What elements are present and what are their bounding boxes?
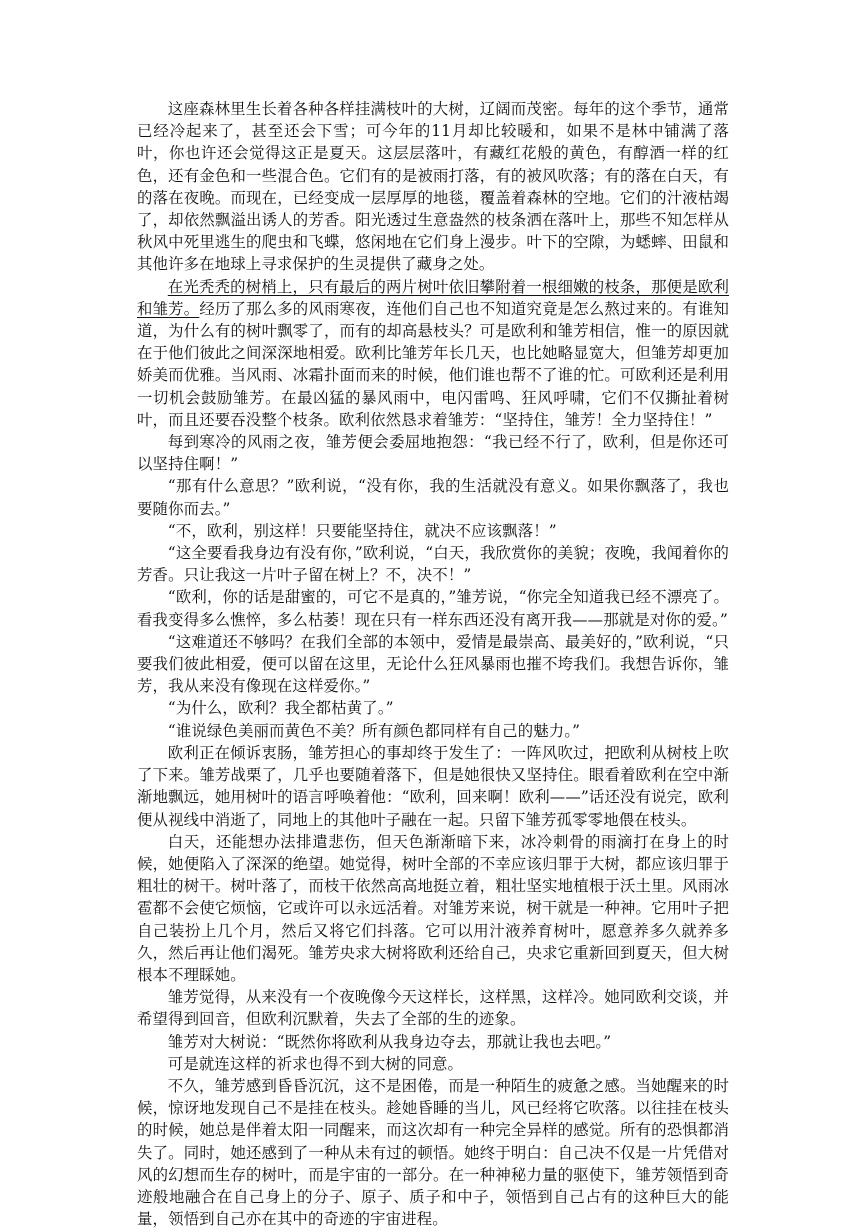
paragraph-narrative: 可是就连这样的祈求也得不到大树的同意。 xyxy=(167,1054,464,1073)
paragraph-two-leaves xyxy=(137,276,729,431)
paragraph-dialogue: “这难道还不够吗？在我们全部的本领中，爱情是最崇高、最美好的，”欧利说，“只要我们彼此相爱，便可以留在这里，无论什么狂风暴雨也摧不垮我们。我想告诉你，雏芳，我从来没有像现在这样爱你。” xyxy=(137,632,729,696)
paragraph-dialogue: “为什么，欧利？我全都枯黄了。” xyxy=(167,699,394,718)
paragraph-forest-description: 这座森林里生长着各种各样挂满枝叶的大树，辽阔而茂密。每年的这个季节，通常已经冷起来了，甚至还会下雪；可今年的11月却比较暖和，如果不是林中铺满了落叶，你也许还会觉得这正是夏天。这层层落叶，有藏红花般的黄色，有醇酒一样的红色，还有金色和一些混合色。它们有的是被雨打落，有的被风吹落；有的落在白天，有的落在夜晚。而现在，已经变成一层厚厚的地毯，覆盖着森林的空地。它们的汁液枯竭了，却依然飘溢出诱人的芳香。阳光透过生意盎然的枝条洒在落叶上，那些不知怎样从秋风中死里逃生的爬虫和飞蝶，悠闲地在它们身上漫步。叶下的空隙，为蟋蟀、田鼠和其他许多在地球上寻求保护的生灵提供了藏身之处。 xyxy=(137,100,729,274)
paragraph-dialogue: “不，欧利，别这样！只要能坚持住，就决不应该飘落！” xyxy=(167,521,557,540)
paragraph-narrative: 白天，还能想办法排遣悲伤，但天色渐渐暗下来，冰冷刺骨的雨滴打在身上的时候，她便陷入了深深的绝望。她觉得，树叶全部的不幸应该归罪于大树，都应该归罪于粗壮的树干。树叶落了，而枝干依然高高地挺立着，粗壮坚实地植根于沃土里。风雨冰雹都不会使它烦恼，它或许可以永远活着。对雏芳来说，树干就是一种神。它用叶子把自己装扮上几个月，然后又将它们抖落。它可以用汁液养育树叶，愿意养多久就养多久，然后再让他们渴死。雏芳央求大树将欧利还给自己，央求它重新回到夏天，但大树根本不理睬她。 xyxy=(137,832,729,984)
paragraph-narrative: 雏芳对大树说：“既然你将欧利从我身边夺去，那就让我也去吧。” xyxy=(167,1032,612,1051)
underlined-sentence: 在光秃秃的树梢上，只有最后的两片树叶依旧攀附着一根细嫩的枝条，那便是欧利和雏芳。 xyxy=(137,277,729,318)
paragraph-dialogue: “欧利，你的话是甜蜜的，可它不是真的，”雏芳说，“你完全知道我已经不漂亮了。看我变得多么憔悴，多么枯萎！现在只有一样东西还没有离开我——那就是对你的爱。” xyxy=(137,588,729,629)
paragraph-narrative: 雏芳觉得，从来没有一个夜晚像今天这样长，这样黑，这样冷。她同欧利交谈，并希望得到回音，但欧利沉默着，失去了全部的生的迹象。 xyxy=(137,988,729,1029)
paragraph-narrative: 欧利正在倾诉衷肠，雏芳担心的事却终于发生了：一阵风吹过，把欧利从树枝上吹了下来。雏芳战栗了，几乎也要随着落下，但是她很快又坚持住。眼看着欧利在空中渐渐地飘远，她用树叶的语言呼唤着他：“欧利，回来啊！欧利——”话还没有说完，欧利便从视线中消逝了，同地上的其他叶子融在一起。只留下雏芳孤零零地偎在枝头。 xyxy=(137,743,729,829)
document-page xyxy=(137,98,729,1230)
paragraph-dialogue: “那有什么意思？”欧利说，“没有你，我的生活就没有意义。如果你飘落了，我也要随你而去。” xyxy=(137,477,729,518)
paragraph-dialogue: 每到寒冷的风雨之夜，雏芳便会委屈地抱怨：“我已经不行了，欧利，但是你还可以坚持住啊！” xyxy=(137,433,729,474)
paragraph-dialogue: “谁说绿色美丽而黄色不美？所有颜色都同样有自己的魅力。” xyxy=(167,721,581,740)
paragraph-text: 经历了那么多的风雨寒夜，连他们自己也不知道究竟是怎么熬过来的。有谁知道，为什么有的树叶飘零了，而有的却高悬枝头？可是欧利和雏芳相信，惟一的原因就在于他们彼此之间深深地相爱。欧利比雏芳年长几天，也比她略显宽大，但雏芳却更加娇美而优雅。当风雨、冰霜扑面而来的时候，他们谁也帮不了谁的忙。可欧利还是利用一切机会鼓励雏芳。在最凶猛的暴风雨中，电闪雷鸣、狂风呼啸，它们不仅撕扯着树叶，而且还要吞没整个枝条。欧利依然恳求着雏芳：“坚持住，雏芳！全力坚持住！” xyxy=(137,299,729,429)
paragraph-dialogue: “这全要看我身边有没有你，”欧利说，“白天，我欣赏你的美貌；夜晚，我闻着你的芳香。只让我这一片叶子留在树上？不，决不！” xyxy=(137,544,729,585)
paragraph-narrative: 不久，雏芳感到昏昏沉沉，这不是困倦，而是一种陌生的疲惫之感。当她醒来的时候，惊讶地发现自己不是挂在枝头。趁她昏睡的当儿，风已经将它吹落。以往挂在枝头的时候，她总是伴着太阳一同醒来，而这次却有一种完全异样的感觉。所有的恐惧都消失了。同时，她还感到了一种从未有过的顿悟。她终于明白：自己决不仅是一片凭借对风的幻想而生存的树叶，而是宇宙的一部分。在一种神秘力量的驱使下，雏芳领悟到奇迹般地融合在自己身上的分子、原子、质子和中子，领悟到自己占有的这种巨大的能量，领悟到自己亦在其中的奇迹的宇宙进程。 xyxy=(137,1076,729,1229)
